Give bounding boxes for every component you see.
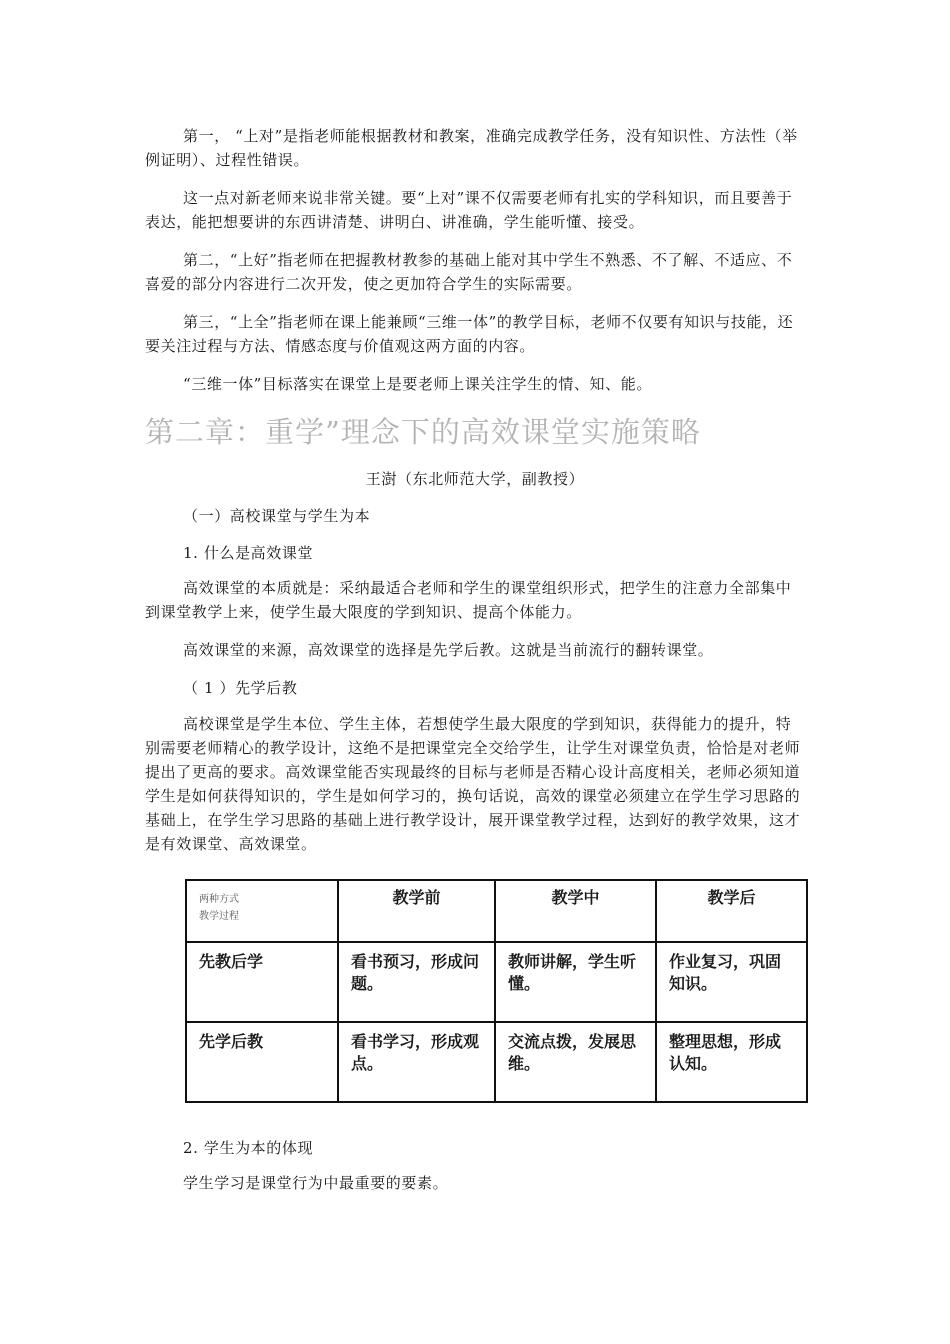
table-row [186,942,807,1022]
paragraph-three-dimensions: “三维一体”目标落实在课堂上是要老师上课关注学生的情、知、能。 [183,375,652,393]
paragraph-shangquan: 第三，“上全”指老师在课上能兼顾“三维一体”的教学目标，老师不仅要有知识与技能，还要关注过程与方法、情感态度与价值观这两方面的内容。 [145,313,794,355]
table-header-before: 教学前 [338,880,495,942]
paragraph-essence: 高效课堂的本质就是：采纳最适合老师和学生的课堂组织形式，把学生的注意力全部集中到课堂教学上来，使学生最大限度的学到知识、提高个体能力。 [145,579,792,621]
chapter-title: 第二章：重学”理念下的高效课堂实施策略 [145,415,701,449]
table-row-label: 先教后学 [186,942,338,1022]
table-header-row [186,880,807,942]
table-cell: 看书学习，形成观点。 [338,1022,495,1102]
table-cell: 看书预习，形成问题。 [338,942,495,1022]
paragraph-student-centered: 高校课堂是学生本位、学生主体，若想使学生最大限度的学到知识，获得能力的提升，特别需要老师精心的教学设计，这绝不是把课堂完全交给学生，让学生对课堂负责，恰恰是对老师提出了更高的要求。高效课堂能否实现最终的目标与老师是否精心设计高度相关，老师必须知道学生是如何获得知识的，学生是如何学习的，换句话说，高效的课堂必须建立在学生学习思路的基础上，在学生学习思路的基础上进行教学设计，展开课堂教学过程，达到好的教学效果，这才是有效课堂、高效课堂。 [145,715,801,853]
paragraph-shanghao: 第二，“上好”指老师在把握教材教参的基础上能对其中学生不熟悉、不了解、不适应、不喜爱的部分内容进行二次开发，使之更加符合学生的实际需要。 [145,251,793,293]
paragraph-new-teacher: 这一点对新老师来说非常关键。要“上对”课不仅需要老师有扎实的学科知识，而且要善于表达，能把想要讲的东西讲清楚、讲明白、讲准确，学生能听懂、接受。 [145,189,793,231]
paragraph-shangdui: 第一， “上对”是指老师能根据教材和教案，准确完成教学任务，没有知识性、方法性（举例证明）、过程性错误。 [145,127,798,169]
table-row [186,1022,807,1102]
section-heading: （一）高校课堂与学生为本 [183,507,371,525]
corner-label-bottom: 教学过程 [199,911,239,922]
paragraph-student-learning: 学生学习是课堂行为中最重要的要素。 [183,1174,449,1192]
paragraph-source: 高效课堂的来源，高效课堂的选择是先学后教。这就是当前流行的翻转课堂。 [183,641,714,659]
table-row-label: 先学后教 [186,1022,338,1102]
table-cell: 交流点拨，发展思维。 [495,1022,656,1102]
table-header-during: 教学中 [495,880,656,942]
item-heading-1: 1. 什么是高效课堂 [183,544,314,562]
corner-label-top: 两种方式 [199,894,239,905]
item-heading-2: 2. 学生为本的体现 [183,1139,314,1157]
table-cell: 整理思想，形成认知。 [656,1022,807,1102]
table-cell: 教师讲解，学生听懂。 [495,942,656,1022]
table-header-after: 教学后 [656,880,807,942]
table-cell: 作业复习，巩固知识。 [656,942,807,1022]
comparison-table [185,879,808,1103]
table-corner-cell [186,880,338,942]
subheading-learn-first: （ 1 ）先学后教 [183,679,298,697]
author-line: 王澍（东北师范大学，副教授） [365,470,585,488]
